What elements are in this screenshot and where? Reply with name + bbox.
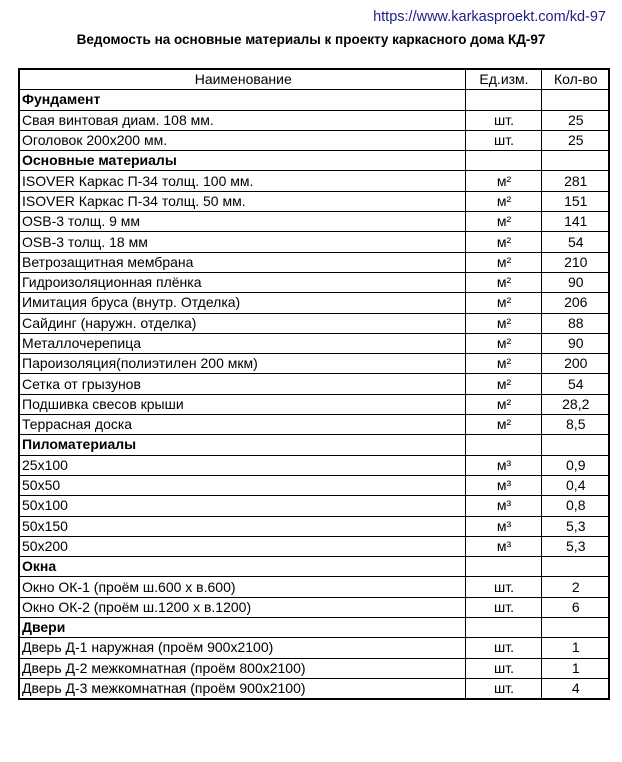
item-name-cell: 50х200 (19, 536, 465, 556)
item-quantity-cell: 90 (541, 272, 609, 292)
item-quantity-cell: 206 (541, 293, 609, 313)
table-body (19, 90, 609, 699)
section-title: Пиломатериалы (19, 435, 465, 455)
item-unit-cell: м³ (465, 496, 541, 516)
table-row (19, 577, 609, 597)
table-row (19, 516, 609, 536)
item-quantity-cell: 5,3 (541, 516, 609, 536)
column-header-unit: Ед.изм. (465, 69, 541, 90)
table-row (19, 597, 609, 617)
item-unit-cell: м² (465, 333, 541, 353)
table-row (19, 475, 609, 495)
table-row (19, 293, 609, 313)
item-quantity-cell: 25 (541, 130, 609, 150)
item-unit-cell: м³ (465, 516, 541, 536)
section-header-row (19, 90, 609, 110)
item-name-cell: Террасная доска (19, 415, 465, 435)
section-qty-cell (541, 151, 609, 171)
item-unit-cell: шт. (465, 577, 541, 597)
section-title: Двери (19, 618, 465, 638)
item-quantity-cell: 0,9 (541, 455, 609, 475)
item-quantity-cell: 141 (541, 212, 609, 232)
item-unit-cell: м³ (465, 455, 541, 475)
item-name-cell: Гидроизоляционная плёнка (19, 272, 465, 292)
item-name-cell: Дверь Д-3 межкомнатная (проём 900х2100) (19, 678, 465, 699)
item-name-cell: Ветрозащитная мембрана (19, 252, 465, 272)
item-unit-cell: м² (465, 191, 541, 211)
item-quantity-cell: 90 (541, 333, 609, 353)
table-row (19, 130, 609, 150)
item-name-cell: Подшивка свесов крыши (19, 394, 465, 414)
table-row (19, 638, 609, 658)
table-row (19, 313, 609, 333)
item-unit-cell: м² (465, 374, 541, 394)
section-qty-cell (541, 557, 609, 577)
item-quantity-cell: 0,8 (541, 496, 609, 516)
item-quantity-cell: 54 (541, 232, 609, 252)
table-header-row (19, 69, 609, 90)
section-title: Основные материалы (19, 151, 465, 171)
item-name-cell: Сайдинг (наружн. отделка) (19, 313, 465, 333)
section-header-row (19, 435, 609, 455)
item-unit-cell: м² (465, 415, 541, 435)
item-quantity-cell: 210 (541, 252, 609, 272)
section-title: Окна (19, 557, 465, 577)
item-unit-cell: м³ (465, 475, 541, 495)
item-name-cell: 50х100 (19, 496, 465, 516)
item-name-cell: OSB-3 толщ. 18 мм (19, 232, 465, 252)
item-unit-cell: м³ (465, 536, 541, 556)
table-row (19, 333, 609, 353)
item-unit-cell: м² (465, 272, 541, 292)
item-name-cell: 25х100 (19, 455, 465, 475)
section-header-row (19, 151, 609, 171)
item-name-cell: Имитация бруса (внутр. Отделка) (19, 293, 465, 313)
column-header-name: Наименование (19, 69, 465, 90)
section-header-row (19, 557, 609, 577)
item-quantity-cell: 1 (541, 638, 609, 658)
section-unit-cell (465, 435, 541, 455)
section-qty-cell (541, 435, 609, 455)
item-unit-cell: м² (465, 232, 541, 252)
item-quantity-cell: 54 (541, 374, 609, 394)
item-unit-cell: шт. (465, 678, 541, 699)
item-name-cell: Дверь Д-1 наружная (проём 900х2100) (19, 638, 465, 658)
column-header-quantity: Кол-во (541, 69, 609, 90)
item-unit-cell: м² (465, 354, 541, 374)
table-row (19, 374, 609, 394)
item-name-cell: Окно ОК-2 (проём ш.1200 х в.1200) (19, 597, 465, 617)
item-quantity-cell: 6 (541, 597, 609, 617)
item-name-cell: Сетка от грызунов (19, 374, 465, 394)
section-unit-cell (465, 90, 541, 110)
item-unit-cell: м² (465, 313, 541, 333)
table-row (19, 212, 609, 232)
item-unit-cell: м² (465, 171, 541, 191)
item-unit-cell: м² (465, 252, 541, 272)
table-row (19, 455, 609, 475)
item-name-cell: ISOVER Каркас П-34 толщ. 100 мм. (19, 171, 465, 191)
item-quantity-cell: 25 (541, 110, 609, 130)
item-name-cell: ISOVER Каркас П-34 толщ. 50 мм. (19, 191, 465, 211)
item-unit-cell: м² (465, 293, 541, 313)
item-quantity-cell: 28,2 (541, 394, 609, 414)
table-row (19, 272, 609, 292)
item-quantity-cell: 281 (541, 171, 609, 191)
item-name-cell: Окно ОК-1 (проём ш.600 х в.600) (19, 577, 465, 597)
item-name-cell: 50х50 (19, 475, 465, 495)
table-row (19, 171, 609, 191)
section-title: Фундамент (19, 90, 465, 110)
section-unit-cell (465, 557, 541, 577)
item-name-cell: 50х150 (19, 516, 465, 536)
table-row (19, 658, 609, 678)
item-quantity-cell: 1 (541, 658, 609, 678)
item-quantity-cell: 0,4 (541, 475, 609, 495)
item-name-cell: Металлочерепица (19, 333, 465, 353)
table-row (19, 191, 609, 211)
table-row (19, 110, 609, 130)
project-url[interactable]: https://www.karkasproekt.com/kd-97 (373, 9, 606, 25)
table-row (19, 232, 609, 252)
item-name-cell: Оголовок 200х200 мм. (19, 130, 465, 150)
item-unit-cell: шт. (465, 638, 541, 658)
section-qty-cell (541, 618, 609, 638)
table-row (19, 394, 609, 414)
item-unit-cell: м² (465, 394, 541, 414)
table-row (19, 536, 609, 556)
table-row (19, 252, 609, 272)
item-quantity-cell: 151 (541, 191, 609, 211)
table-row (19, 415, 609, 435)
section-unit-cell (465, 618, 541, 638)
item-name-cell: Свая винтовая диам. 108 мм. (19, 110, 465, 130)
item-quantity-cell: 4 (541, 678, 609, 699)
table-row (19, 678, 609, 699)
table-row (19, 496, 609, 516)
item-name-cell: Дверь Д-2 межкомнатная (проём 800х2100) (19, 658, 465, 678)
table-row (19, 354, 609, 374)
section-unit-cell (465, 151, 541, 171)
item-quantity-cell: 8,5 (541, 415, 609, 435)
item-unit-cell: шт. (465, 597, 541, 617)
item-name-cell: Пароизоляция(полиэтилен 200 мкм) (19, 354, 465, 374)
item-quantity-cell: 200 (541, 354, 609, 374)
item-unit-cell: шт. (465, 110, 541, 130)
section-header-row (19, 618, 609, 638)
item-quantity-cell: 5,3 (541, 536, 609, 556)
item-name-cell: OSB-3 толщ. 9 мм (19, 212, 465, 232)
item-quantity-cell: 2 (541, 577, 609, 597)
item-unit-cell: шт. (465, 130, 541, 150)
document-title: Ведомость на основные материалы к проекту каркасного дома КД-97 (76, 32, 546, 47)
item-unit-cell: м² (465, 212, 541, 232)
section-qty-cell (541, 90, 609, 110)
item-unit-cell: шт. (465, 658, 541, 678)
item-quantity-cell: 88 (541, 313, 609, 333)
materials-table (18, 68, 610, 700)
